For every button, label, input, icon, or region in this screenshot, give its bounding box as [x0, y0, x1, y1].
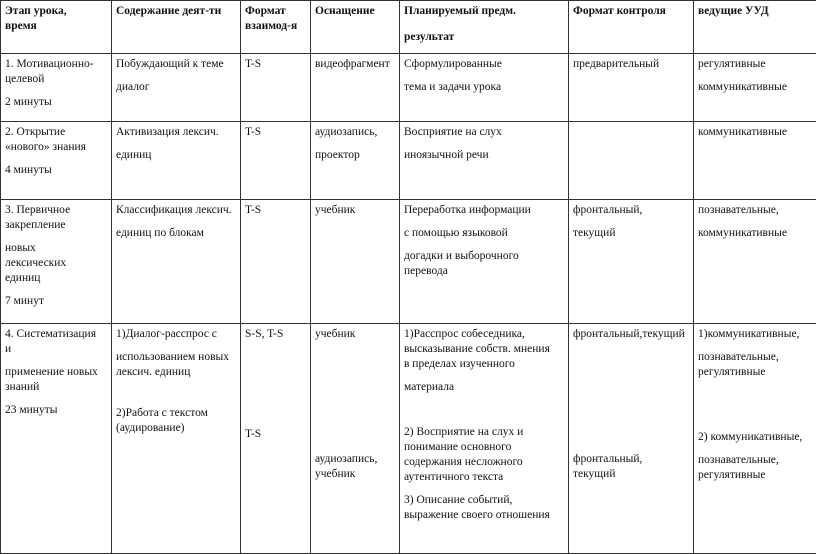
cell-text: закрепление — [5, 218, 107, 233]
cell-format — [241, 200, 311, 324]
cell-control — [569, 324, 694, 554]
cell-format — [241, 54, 311, 122]
cell-text: 2) коммуникативные, — [698, 430, 812, 445]
cell-text: 2. Открытие — [5, 125, 107, 140]
cell-text: новых — [5, 241, 107, 256]
cell-text: текущий — [573, 226, 689, 241]
cell-text: проектор — [315, 148, 395, 163]
cell-text: 7 минут — [5, 294, 107, 309]
cell-text: иноязычной речи — [404, 148, 564, 163]
header-equipment-text: Оснащение — [315, 4, 395, 19]
cell-text: аудиозапись, — [315, 452, 395, 467]
cell-text: фронтальный,текущий — [573, 327, 689, 342]
header-result-line1: Планируемый предм. — [404, 4, 564, 19]
cell-text: единиц по блокам — [116, 226, 236, 241]
cell-text: 3) Описание событий, — [404, 493, 564, 508]
cell-text: 1)Расспрос собеседника, — [404, 327, 564, 342]
cell-text: с помощью языковой — [404, 226, 564, 241]
cell-text: 1. Мотивационно- — [5, 57, 107, 72]
cell-text: познавательные, — [698, 453, 812, 468]
cell-stage — [1, 324, 112, 554]
cell-text: коммуникативные — [698, 80, 812, 95]
cell-text: 2 минуты — [5, 95, 107, 110]
cell-text: высказывание собств. мнения — [404, 342, 564, 357]
cell-result — [400, 200, 569, 324]
cell-uud — [694, 122, 816, 200]
cell-stage — [1, 54, 112, 122]
cell-text: S-S, T-S — [245, 327, 306, 342]
header-row — [1, 1, 816, 54]
cell-text: перевода — [404, 264, 564, 279]
cell-text: познавательные, — [698, 350, 812, 365]
cell-control — [569, 122, 694, 200]
cell-text: единиц — [116, 148, 236, 163]
cell-text: 2)Работа с текстом — [116, 406, 236, 421]
cell-format — [241, 324, 311, 554]
cell-text: Переработка информации — [404, 203, 564, 218]
header-result — [400, 1, 569, 54]
cell-text: Восприятие на слух — [404, 125, 564, 140]
cell-text: аутентичного текста — [404, 470, 564, 485]
cell-text: материала — [404, 380, 564, 395]
cell-text: Активизация лексич. — [116, 125, 236, 140]
header-control — [569, 1, 694, 54]
cell-text: учебник — [315, 327, 395, 342]
cell-text: видеофрагмент — [315, 57, 395, 72]
cell-text: 23 минуты — [5, 403, 107, 418]
cell-result — [400, 122, 569, 200]
cell-equipment — [311, 122, 400, 200]
cell-text: применение новых — [5, 365, 107, 380]
header-control-text: Формат контроля — [573, 4, 689, 19]
cell-text: учебник — [315, 203, 395, 218]
cell-stage — [1, 122, 112, 200]
header-stage — [1, 1, 112, 54]
header-result-line2: результат — [404, 30, 564, 45]
cell-format — [241, 122, 311, 200]
cell-text: Классификация лексич. — [116, 203, 236, 218]
cell-text: регулятивные — [698, 57, 812, 72]
cell-uud — [694, 200, 816, 324]
header-format-line2: взаимод-я — [245, 19, 306, 34]
table-row — [1, 54, 816, 122]
cell-content — [112, 54, 241, 122]
cell-text: коммуникативные — [698, 226, 812, 241]
table-row — [1, 200, 816, 324]
cell-text: Побуждающий к теме — [116, 57, 236, 72]
header-stage-line2: время — [5, 19, 107, 34]
cell-stage — [1, 200, 112, 324]
cell-text: содержания несложного — [404, 455, 564, 470]
cell-uud — [694, 324, 816, 554]
cell-text: T-S — [245, 125, 306, 140]
header-equipment — [311, 1, 400, 54]
cell-content — [112, 122, 241, 200]
cell-text: регулятивные — [698, 468, 812, 483]
cell-text: (аудирование) — [116, 421, 236, 436]
header-content — [112, 1, 241, 54]
header-stage-line1: Этап урока, — [5, 4, 107, 19]
cell-text: и — [5, 342, 107, 357]
cell-text: «нового» знания — [5, 140, 107, 155]
cell-equipment — [311, 324, 400, 554]
cell-text: T-S — [245, 57, 306, 72]
cell-equipment — [311, 54, 400, 122]
cell-equipment — [311, 200, 400, 324]
cell-control — [569, 200, 694, 324]
cell-text: познавательные, — [698, 203, 812, 218]
cell-text: лексических — [5, 256, 107, 271]
cell-content — [112, 324, 241, 554]
cell-text: догадки и выборочного — [404, 249, 564, 264]
cell-text: аудиозапись, — [315, 125, 395, 140]
cell-text: Сформулированные — [404, 57, 564, 72]
header-format-line1: Формат — [245, 4, 306, 19]
table-row — [1, 122, 816, 200]
cell-text: диалог — [116, 80, 236, 95]
header-format — [241, 1, 311, 54]
cell-control — [569, 54, 694, 122]
table-row — [1, 324, 816, 554]
cell-text: 3. Первичное — [5, 203, 107, 218]
cell-text: T-S — [245, 203, 306, 218]
cell-text: целевой — [5, 72, 107, 87]
cell-text: регулятивные — [698, 365, 812, 380]
cell-text: 1)Диалог-расспрос с — [116, 327, 236, 342]
cell-text: понимание основного — [404, 440, 564, 455]
cell-uud — [694, 54, 816, 122]
cell-text: T-S — [245, 427, 306, 442]
cell-text: тема и задачи урока — [404, 80, 564, 95]
cell-text: выражение своего отношения — [404, 508, 564, 523]
cell-text: использованием новых — [116, 350, 236, 365]
header-content-text: Содержание деят-ти — [116, 4, 236, 19]
cell-text: коммуникативные — [698, 125, 812, 140]
cell-text: 1)коммуникативные, — [698, 327, 812, 342]
cell-text: в пределах изученного — [404, 357, 564, 372]
cell-text: учебник — [315, 467, 395, 482]
cell-text: фронтальный, — [573, 203, 689, 218]
header-uud-text: ведущие УУД — [698, 4, 812, 19]
cell-result — [400, 54, 569, 122]
cell-text: фронтальный, — [573, 452, 689, 467]
cell-text: предварительный — [573, 57, 689, 72]
cell-result — [400, 324, 569, 554]
cell-text: текущий — [573, 467, 689, 482]
cell-text: 4 минуты — [5, 163, 107, 178]
cell-text: 2) Восприятие на слух и — [404, 425, 564, 440]
header-uud — [694, 1, 816, 54]
cell-text: лексич. единиц — [116, 365, 236, 380]
cell-text: знаний — [5, 380, 107, 395]
cell-text: единиц — [5, 271, 107, 286]
cell-content — [112, 200, 241, 324]
cell-text: 4. Систематизация — [5, 327, 107, 342]
